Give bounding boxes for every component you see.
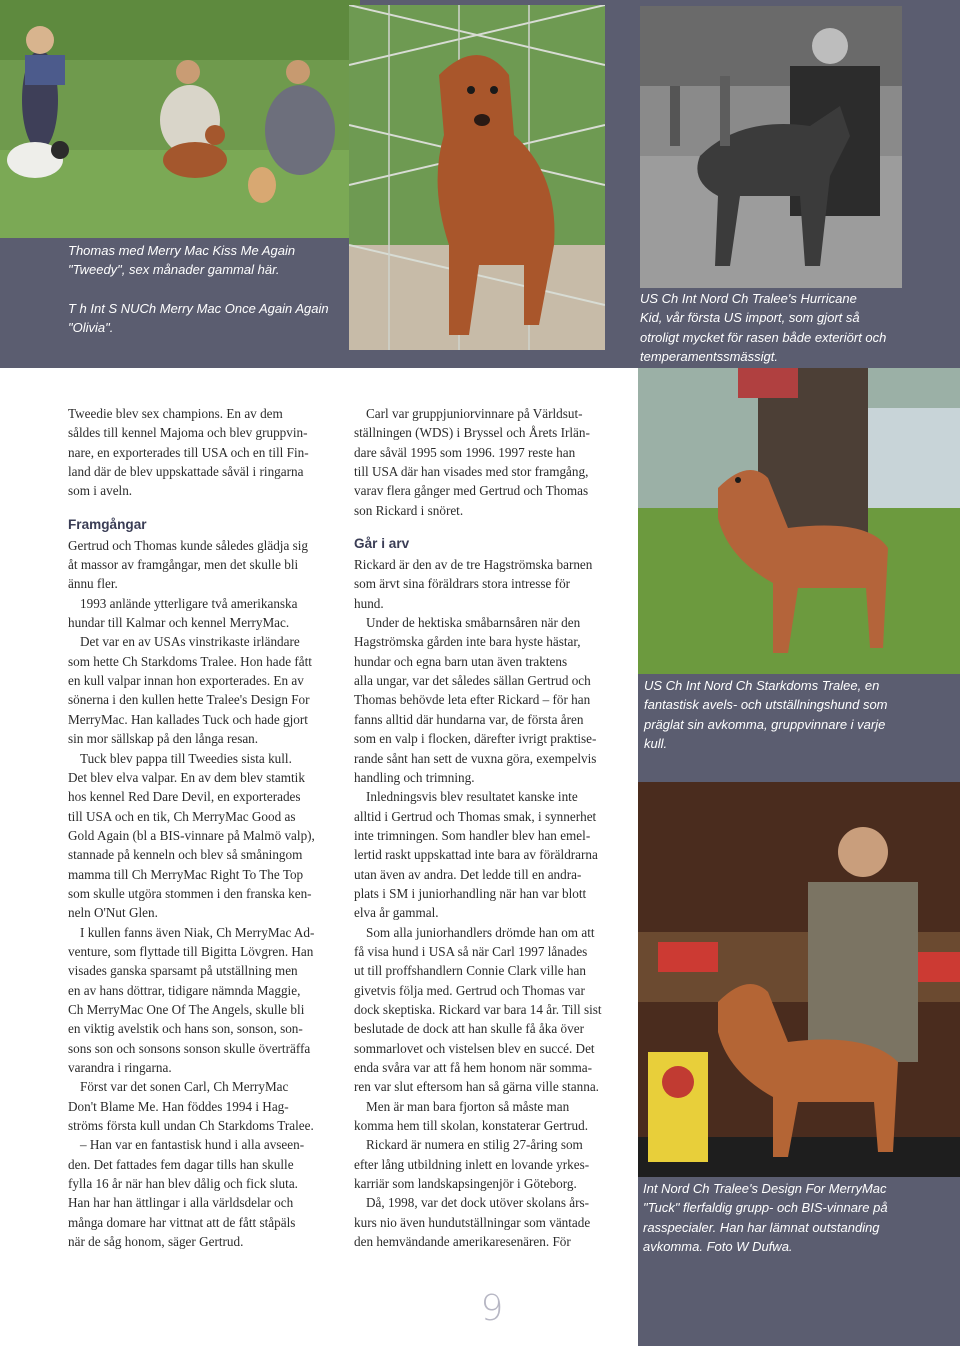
body-line: hund. [354,595,384,611]
body-line: ren var slut eftersom han så gärna ville stanna. [354,1079,599,1095]
caption-hurricane-kid [640,289,950,366]
caption-line: T h Int S NUCh Merry Mac Once Again Again [68,301,329,316]
caption-line: Int Nord Ch Tralee's Design For MerryMac [643,1181,887,1196]
body-line: Då, 1998, var det dock utöver skolans års- [366,1195,590,1211]
body-line: kurs nio även hundutställningar som väntade [354,1214,591,1230]
body-line: Don't Blame Me. Han föddes 1994 i Hag- [68,1098,289,1114]
body-line: Inledningsvis blev resultatet kanske inte [366,789,578,805]
section-heading: Går i arv [354,536,410,552]
article-column-1 [68,404,348,1251]
caption-line: präglat sin avkomma, gruppvinnare i varje [644,716,886,732]
caption-line: Kid, vår första US import, som gjort så [640,310,860,326]
photo-terrier-fence [349,5,605,350]
body-line: Ch MerryMac One Of The Angels, skulle bli [68,1001,305,1017]
body-line: visades ganska sparsamt på utställning men [68,963,298,979]
body-line: Under de hektiska småbarnsåren när den [366,615,581,631]
body-line: Tweedie blev sex champions. En av dem [68,406,283,421]
photo-starkdoms-tralee [638,368,960,674]
body-line: åt massor av framgångar, men det skulle bli [68,557,299,573]
body-line: Gertrud och Thomas kunde således glädja sig [68,537,309,553]
caption-line: kull. [644,735,668,751]
section-heading: Framgångar [68,516,147,532]
caption-line: US Ch Int Nord Ch Tralee's Hurricane [640,291,857,306]
body-line: många domare har vittnat att de fått ståpäls [68,1214,296,1230]
body-line: som skulle utgöra stommen i den franska ken- [68,885,312,901]
caption-line: US Ch Int Nord Ch Starkdoms Tralee, en [644,678,880,693]
body-line: beslutade de dock att han skulle få åka över [354,1021,584,1037]
body-line: den hemvändande amerikaresenären. För [354,1234,571,1250]
body-line: hundar till Kalmar och kennel MerryMac. [68,615,290,631]
body-line: varav flera gånger med Gertrud och Thomas [354,483,589,499]
body-line: nare, en exporterades till USA och en till Fin- [68,444,309,460]
body-line: son Rickard i snöret. [354,502,464,518]
body-line: karriär som landskapsingenjör i Göteborg. [354,1176,577,1192]
page-number: 9 [480,1288,504,1329]
body-line: lertid raskt uppskattad inte bara av föräldrarna [354,847,598,863]
caption-design-for-merrymac [643,1179,953,1256]
body-line: land där de blev uppskattade såväl i ringarna [68,464,304,480]
body-line: mamma till Ch MerryMac Right To The Top [68,866,304,882]
body-line: I kullen fanns även Niak, Ch MerryMac Ad- [80,924,315,940]
body-line: – Han var en fantastisk hund i alla avseen- [80,1137,305,1153]
caption-line: Thomas med Merry Mac Kiss Me Again [68,243,296,258]
body-line: dock skeptiska. Rickard var bara 14 år. Till sist [354,1001,602,1017]
body-line: den. Det fattades fem dagar tills han skulle [68,1156,294,1172]
body-line: sin mor sällskap på den långa resan. [68,731,259,747]
body-line: Gold Again (bl a BIS-vinnare på Malmö valp), [68,827,315,843]
caption-line: fantastisk avels- och utställningshund som [644,697,888,713]
body-line: Tuck blev pappa till Tweedies sista kull. [80,750,292,766]
body-line: komma hem till skolan, konstaterar Gertrud. [354,1118,589,1134]
body-line: sons son och sonsons sonson skulle överträffa [68,1040,311,1056]
body-line: som hette Ch Starkdoms Tralee. Hon hade fått [68,653,312,669]
body-line: Men är man bara fjorton så måste man [366,1098,570,1114]
body-line: som ärvt sina föräldrars stora intresse för [354,576,571,592]
body-line: efter lång utbildning inlett en lovande yrkes- [354,1156,590,1172]
caption-line: "Tuck" flerfaldig grupp- och BIS-vinnare på [643,1200,888,1216]
body-line: alltid i Gertrud och Thomas smak, i synnerhet [354,808,597,824]
body-line: MerryMac. Han kallades Tuck och hade gjort [68,711,308,727]
body-line: Som alla juniorhandlers drömde han om att [366,924,595,940]
body-line: Rickard är numera en stilig 27-åring som [366,1137,583,1153]
photo-design-for-merrymac [638,782,960,1177]
body-line: en viktig avelstik och hans son, sonson, son- [68,1021,303,1037]
body-line: Rickard är den av de tre Hagströmska barnen [354,557,593,573]
body-line: ut till proffshandlern Connie Clark ville han [354,963,586,979]
body-line: som en valp i flocken, därefter ivrigt praktise- [354,731,597,747]
caption-starkdoms-tralee [644,676,949,753]
body-line: till USA och en tik, Ch MerryMac Good as [68,808,296,824]
body-line: utan även av andra. Det ledde till en andra- [354,866,582,882]
body-line: en av hans döttrar, tidigare nämnda Maggie, [68,982,301,998]
body-line: givetvis följa med. Gertrud och Thomas var [354,982,585,998]
body-line: till USA där han visades med stor framgång, [354,464,589,480]
body-line: varandra i ringarna. [68,1060,172,1075]
article-column-2 [354,404,632,1251]
body-line: enda svåra var att få hem honom när somma- [354,1060,593,1075]
body-line: Thomas behövde leta efter Rickard – för han [354,692,591,708]
caption-line: temperamentssmässigt. [640,348,778,364]
body-line: fylla 16 år när han blev dålig och fick sluta. [68,1176,298,1192]
body-line: alla ungar, var det således sällan Gertrud och [354,673,591,689]
caption-olivia [68,299,348,338]
body-line: såldes till kennel Majoma och blev gruppvin- [68,425,308,441]
body-line: rande sånt han sett de vuxna göra, exempelvis [354,750,597,766]
photo-hurricane-kid [640,6,902,288]
caption-tweedy [68,241,348,280]
caption-line: "Tweedy", sex månader gammal här. [68,262,280,278]
body-line: ströms första kull undan Ch Starkdoms Tralee. [68,1118,314,1134]
body-line: neln O'Nut Glen. [68,905,158,921]
caption-line: rasspecialer. Han har lämnat outstanding [643,1219,880,1235]
body-line: Han har han ättlingar i alla världsdelar och [68,1195,294,1211]
body-line: fanns alltid där hundarna var, de första åren [354,711,584,727]
body-line: Hagströmska gården inte bara hyste hästar, [354,634,581,650]
body-line: Det blev elva valpar. En av dem blev stamtik [68,769,305,785]
photo-field-handlers [0,0,360,238]
body-line: hos kennel Red Dare Devil, en exporterades [68,789,301,805]
body-line: elva år gammal. [354,905,439,921]
caption-line: "Olivia". [68,320,114,336]
body-line: få visa hund i USA så när Carl 1997 lånades [354,943,588,959]
body-line: 1993 anlände ytterligare två amerikanska [80,595,298,611]
body-line: ställningen (WDS) i Bryssel och Årets Irlän- [354,425,590,441]
body-line: stannade på kenneln och blev så småningom [68,847,303,863]
body-line: när de såg honom, säger Gertrud. [68,1234,244,1250]
body-line: sönerna i den kullen hette Tralee's Design For [68,692,310,708]
body-line: inte trimningen. Som handler blev han emel- [354,827,591,843]
body-line: som i aveln. [68,483,133,499]
body-line: hundar och egna barn utan även traktens [354,653,568,669]
body-line: dare såväl 1995 som 1996. 1997 reste han [354,444,576,460]
body-line: sommarlovet och vistelsen blev en succé. Det [354,1040,595,1056]
body-line: venture, som flyttade till Bigitta Lövgren. Han [68,943,314,959]
caption-line: avkomma. Foto W Dufwa. [643,1238,793,1254]
body-line: Det var en av USAs vinstrikaste irländare [80,634,300,650]
body-line: Carl var gruppjuniorvinnare på Världsut- [366,406,583,421]
body-line: Först var det sonen Carl, Ch MerryMac [80,1079,289,1095]
body-line: en kull valpar innan hon exporterades. En av [68,673,304,689]
body-line: plats i SM i juniorhandling när han var blott [354,885,587,901]
body-line: ännu fler. [68,576,118,592]
caption-line: otroligt mycket för rasen både exteriört och [640,329,887,345]
body-line: handling och trimning. [354,769,475,785]
